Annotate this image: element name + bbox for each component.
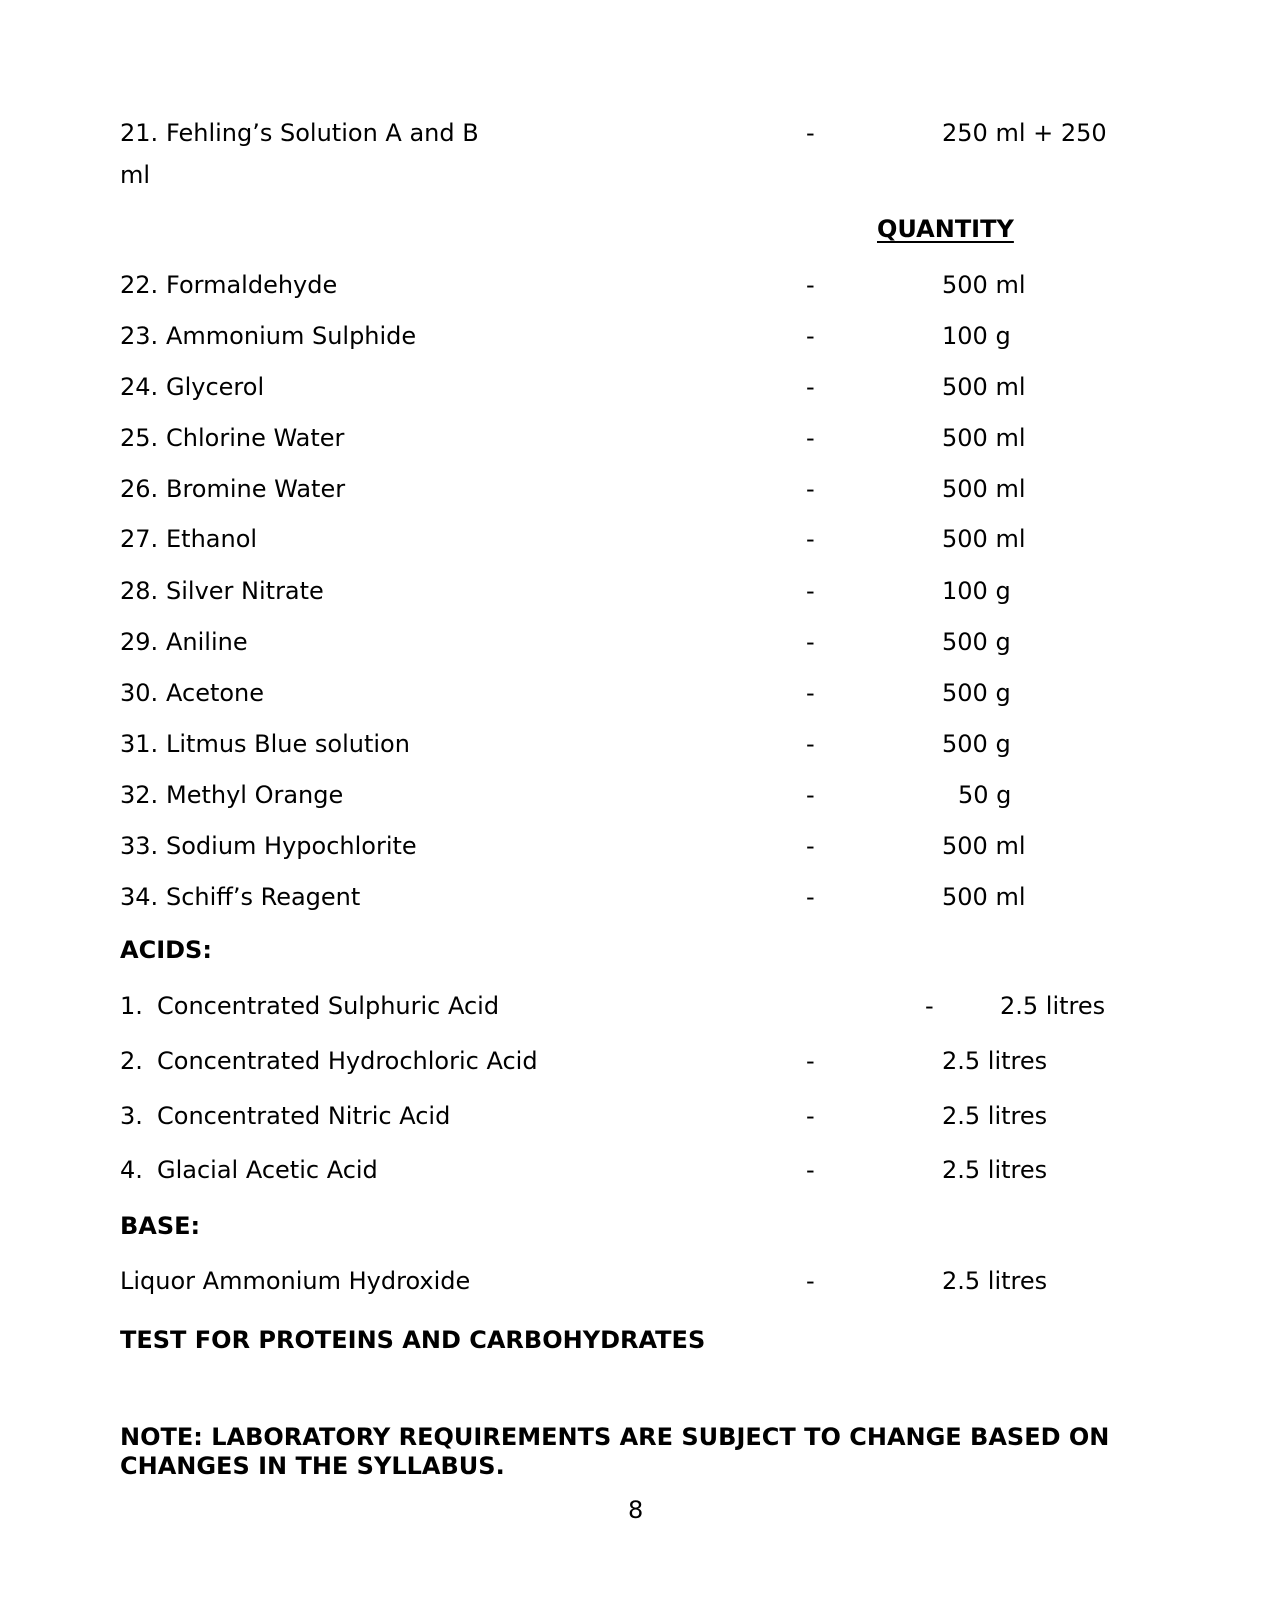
item-quantity: 100 g [942, 322, 1011, 350]
item-dash: - [806, 1047, 815, 1075]
item-quantity: 500 g [942, 628, 1011, 656]
item-number: 34. [120, 883, 159, 911]
item-name: Methyl Orange [166, 781, 344, 809]
item-number: 27. [120, 525, 159, 553]
item-quantity: 100 g [942, 577, 1011, 605]
item-name: Silver Nitrate [166, 577, 324, 605]
item-name: Fehling’s Solution A and B [166, 119, 479, 147]
item-name: Ethanol [166, 525, 258, 553]
item-quantity: 500 ml [942, 883, 1026, 911]
item-dash: - [806, 424, 815, 452]
item-dash: - [925, 992, 934, 1020]
item-dash: - [806, 679, 815, 707]
item-dash: - [806, 525, 815, 553]
item-quantity: 50 g [958, 781, 1012, 809]
item-dash: - [806, 322, 815, 350]
base-heading: BASE: [120, 1212, 201, 1240]
acids-heading: ACIDS: [120, 936, 212, 964]
item-dash: - [806, 577, 815, 605]
item-dash: - [806, 271, 815, 299]
item-number: 25. [120, 424, 159, 452]
item-dash: - [806, 119, 815, 147]
item-quantity: 500 ml [942, 475, 1026, 503]
item-name: Aniline [166, 628, 248, 656]
item-quantity: 250 ml + 250 [942, 119, 1107, 147]
section-heading: TEST FOR PROTEINS AND CARBOHYDRATES [120, 1326, 706, 1354]
item-dash: - [806, 1267, 815, 1295]
item-quantity: 2.5 litres [942, 1047, 1048, 1075]
item-name: Concentrated Nitric Acid [157, 1102, 451, 1130]
item-quantity: 500 ml [942, 525, 1026, 553]
item-number: 23. [120, 322, 159, 350]
item-number: 21. [120, 119, 159, 147]
item-name: Sodium Hypochlorite [166, 832, 417, 860]
item-number: 33. [120, 832, 159, 860]
note-text: NOTE: LABORATORY REQUIREMENTS ARE SUBJECT TO CHANGE BASED ON CHANGES IN THE SYLLABUS. [120, 1423, 1110, 1480]
item-dash: - [806, 475, 815, 503]
item-number: 24. [120, 373, 159, 401]
item-quantity: 500 g [942, 730, 1011, 758]
item-dash: - [806, 883, 815, 911]
item-name: Chlorine Water [166, 424, 345, 452]
page-number: 8 [628, 1496, 644, 1524]
item-number: 32. [120, 781, 159, 809]
item-quantity: 500 ml [942, 832, 1026, 860]
item-quantity: 2.5 litres [1000, 992, 1106, 1020]
item-dash: - [806, 1102, 815, 1130]
item-name: Litmus Blue solution [166, 730, 410, 758]
item-number: 3. [120, 1102, 143, 1130]
item-dash: - [806, 781, 815, 809]
item-name: Concentrated Hydrochloric Acid [157, 1047, 538, 1075]
item-number: 22. [120, 271, 159, 299]
item-number: 26. [120, 475, 159, 503]
item-number: 28. [120, 577, 159, 605]
item-dash: - [806, 832, 815, 860]
item-quantity: 500 ml [942, 271, 1026, 299]
item-number: 4. [120, 1156, 143, 1184]
item-name: Concentrated Sulphuric Acid [157, 992, 500, 1020]
item-name: Formaldehyde [166, 271, 338, 299]
item-quantity: 2.5 litres [942, 1102, 1048, 1130]
quantity-header: QUANTITY [877, 215, 1014, 243]
item-name: Glacial Acetic Acid [157, 1156, 378, 1184]
item-name: Bromine Water [166, 475, 346, 503]
item-number: 31. [120, 730, 159, 758]
item-quantity: 500 ml [942, 424, 1026, 452]
item-number: 1. [120, 992, 143, 1020]
item-quantity: 500 g [942, 679, 1011, 707]
item-name: Ammonium Sulphide [166, 322, 417, 350]
item-number: 30. [120, 679, 159, 707]
item-dash: - [806, 628, 815, 656]
item-quantity: 500 ml [942, 373, 1026, 401]
item-quantity: 2.5 litres [942, 1156, 1048, 1184]
item-name: Schiff’s Reagent [166, 883, 361, 911]
item-name: Liquor Ammonium Hydroxide [120, 1267, 471, 1295]
item-number: 2. [120, 1047, 143, 1075]
item-dash: - [806, 730, 815, 758]
item-name: Acetone [166, 679, 265, 707]
item-number: 29. [120, 628, 159, 656]
item-quantity: 2.5 litres [942, 1267, 1048, 1295]
item-name: Glycerol [166, 373, 265, 401]
item-wrap-line: ml [120, 161, 151, 189]
item-dash: - [806, 1156, 815, 1184]
item-dash: - [806, 373, 815, 401]
